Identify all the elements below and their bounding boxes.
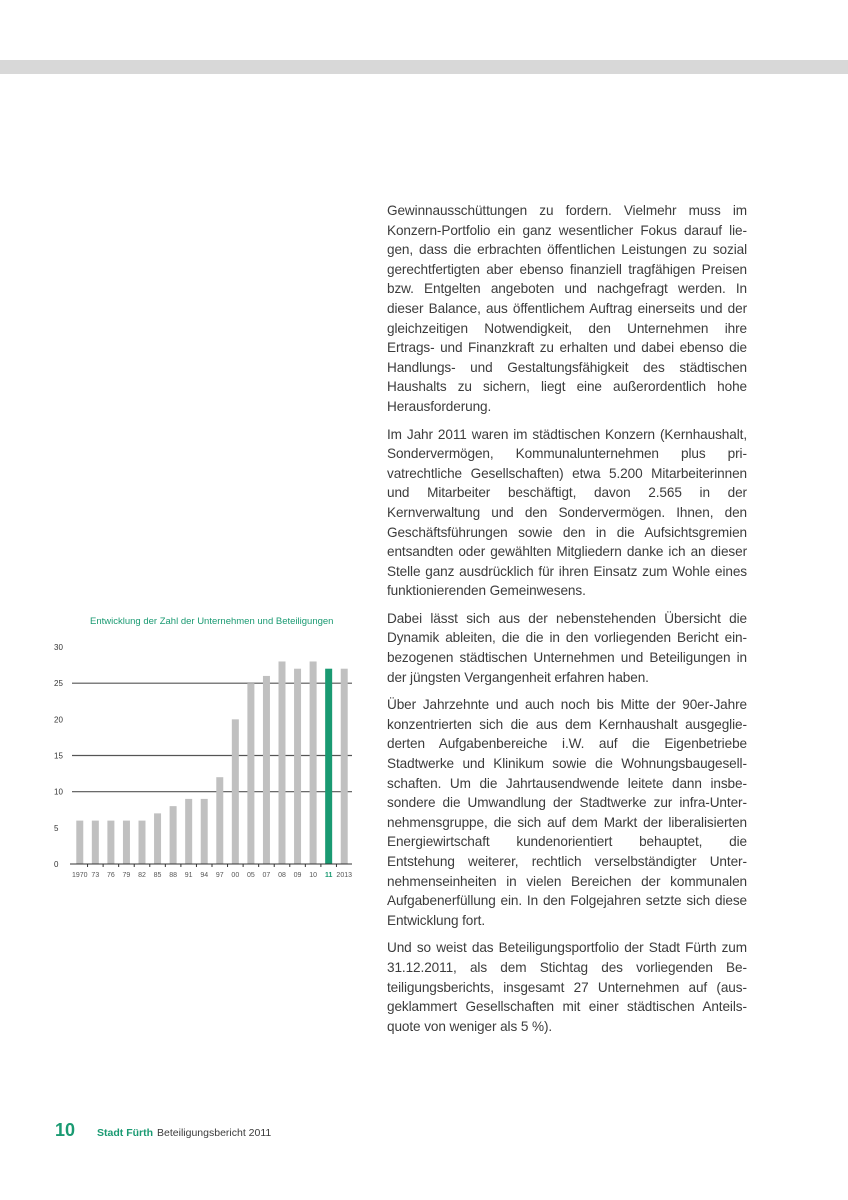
x-tick-label: 05 (246, 872, 255, 879)
y-tick-label: 20 (54, 715, 63, 725)
header-band (0, 60, 848, 74)
chart (50, 612, 360, 882)
x-tick-label: 85 (153, 872, 162, 879)
x-tick-label: 97 (215, 872, 224, 879)
y-tick-label: 0 (54, 860, 59, 869)
bar (341, 669, 348, 864)
paragraph-3: Dabei lässt sich aus der nebenstehenden Übersicht die Dynamik ableiten, die die in den vorliegenden Bericht einbezogenen städtischen Unternehmen und Beteiligungen in der jüngsten Vergangenheit erfahren haben. (387, 610, 747, 685)
paragraph-5: Und so weist das Beteiligungsportfolio der Stadt Fürth zum 31.12.2011, als dem Stichtag des vorliegenden Beteiligungsberichts, insgesamt 27 Unternehmen auf (ausgeklammert Gesellschaften mit einer städtischen Anteilsquote von weniger als 5 %). (387, 940, 747, 1034)
x-tick-label: 73 (91, 872, 100, 879)
y-tick-label: 5 (54, 823, 59, 833)
x-tick-label: 91 (184, 872, 193, 879)
bar (92, 821, 99, 864)
footer-brand: Stadt Fürth (97, 1127, 154, 1139)
x-tick-label: 76 (106, 872, 115, 879)
page-number: 10 (55, 1120, 76, 1140)
bar (154, 813, 161, 864)
bar (294, 669, 301, 864)
bar (263, 676, 270, 864)
x-tick-label: 2013 (336, 872, 353, 879)
x-tick-label: 07 (262, 872, 271, 879)
bar (201, 799, 208, 864)
bar (123, 821, 130, 864)
x-tick-label: 79 (122, 872, 131, 879)
bar (279, 661, 286, 864)
paragraph-4: Über Jahrzehnte und auch noch bis Mitte der 90er-Jahre konzentrierten sich die aus dem Kernhaushalt ausgegliederten Aufgabenbereiche i.W. auf die Eigenbetriebe Stadtwerke und Klinikum sowie die Wohnungsbaugesellschaften. Um die Jahrtausendwende leitete dann insbesondere die Umwandlung der Stadtwerke zur infra-Unternehmensgruppe, die sich auf dem Markt der liberalisierten Energiewirtschaft kundenorientiert behauptet, die Entstehung weiterer, rechtlich verselbständigter Unternehmenseinheiten in vielen Bereichen der kommunalen Aufgabenerfüllung ein. In den Folgejahren setzte sich diese Entwicklung fort. (387, 697, 747, 928)
y-tick-label: 10 (54, 787, 63, 797)
bar (310, 661, 317, 864)
chart-canvas (50, 612, 360, 882)
x-tick-label: 11 (324, 872, 333, 879)
bar (232, 719, 239, 864)
bar (107, 821, 114, 864)
chart-title: Entwicklung der Zahl der Unternehmen und Beteiligungen (90, 616, 334, 627)
bar (185, 799, 192, 864)
x-tick-label: 82 (138, 872, 146, 879)
y-tick-label: 25 (54, 679, 63, 689)
x-tick-label: 10 (309, 872, 318, 879)
paragraph-1: Gewinnausschüttungen zu fordern. Vielmehr muss im Konzern-Portfolio ein ganz wesentlicher Fokus darauf liegen, dass die erbrachten öffentlichen Leistungen zu sozial gerechtfertigten aber ebenso finanziell tragfähigen Preisen bzw. Entgelten angeboten und nachgefragt werden. In dieser Balance, aus öffentlichem Auftrag einerseits und der gleichzeitigen Notwendigkeit, den Unternehmen ihre Ertrags- und Finanzkraft zu erhalten und dabei ebenso die Handlungs- und Gestaltungsfähigkeit des städtischen Haushalts zu sichern, liegt eine außerordentlich hohe Herausforderung. (387, 203, 747, 414)
bar (139, 821, 146, 864)
bar (325, 669, 332, 864)
paragraph-2: Im Jahr 2011 waren im städtischen Konzern (Kernhaushalt, Sondervermögen, Kommunalunternehmen plus privatrechtliche Gesellschaften) etwa 5.200 Mitarbeiterinnen und Mitarbeiter beschäftigt, davon 2.565 in der Kernverwaltung und den Sondervermögen. Ihnen, den Geschäftsführungen sowie den in die Aufsichtsgremien entsandten oder gewählten Mitgliedern danke ich an dieser Stelle ganz ausdrücklich für ihren Einsatz zum Wohle eines funktionierenden Gemeinwesens. (387, 426, 747, 599)
bar (247, 683, 254, 864)
bar (76, 821, 83, 864)
y-tick-label: 30 (54, 643, 63, 652)
y-tick-label: 15 (54, 751, 63, 761)
x-tick-label: 00 (231, 872, 240, 879)
footer-title: Beteiligungsbericht 2011 (157, 1127, 272, 1139)
body-text-column (387, 201, 747, 1044)
x-tick-label: 88 (169, 872, 178, 879)
bar (170, 806, 177, 864)
x-tick-label: 09 (293, 872, 302, 879)
x-tick-label: 08 (278, 872, 286, 879)
page-footer (55, 1120, 271, 1141)
x-tick-label: 1970 (71, 872, 88, 879)
x-tick-label: 94 (200, 872, 209, 879)
bar (216, 777, 223, 864)
